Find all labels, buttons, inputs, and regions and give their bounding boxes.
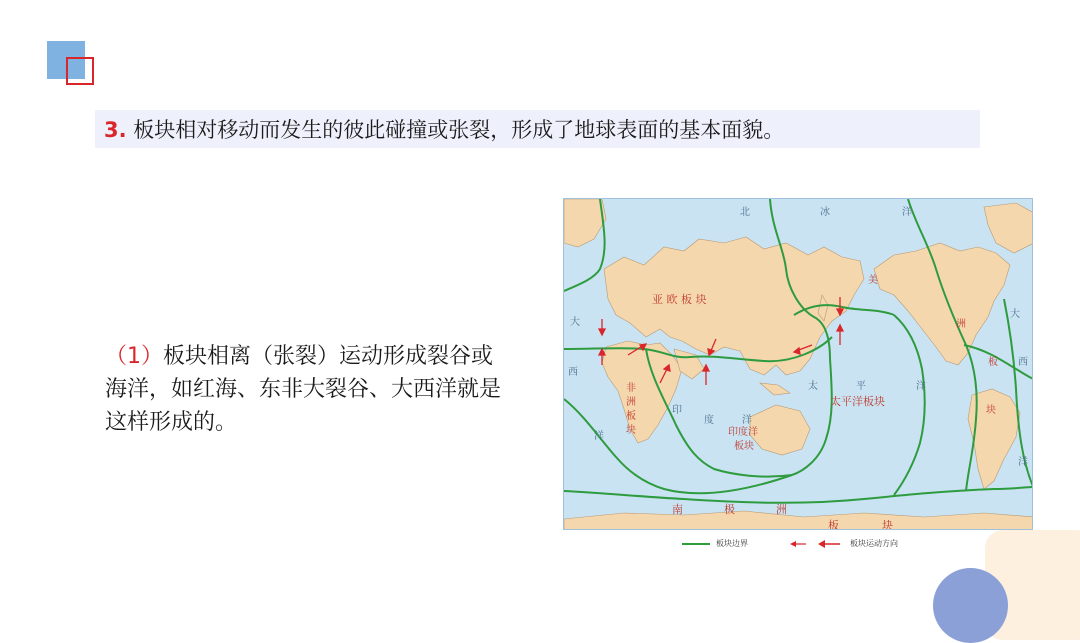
arrow-atlantic-2-head: [599, 349, 605, 355]
slide-heading: [104, 115, 784, 145]
legend-boundary-label: 板块边界: [716, 539, 748, 548]
plate-label-antarctic-5: 块: [882, 519, 893, 531]
ocean-label-atlantic-east-2: 西: [1018, 357, 1028, 368]
ocean-label-pacific-1: 太: [808, 381, 818, 392]
boundary-antarctic: [564, 487, 1033, 503]
ocean-label-atlantic-1: 大: [570, 317, 580, 328]
heading-text: 板块相对移动而发生的彼此碰撞或张裂，形成了地球表面的基本面貌。: [126, 118, 785, 142]
plate-label-african-4: 块: [626, 425, 636, 436]
ocean-label-arctic-3: 洋: [902, 207, 912, 218]
plate-label-antarctic-1: 南: [672, 503, 683, 516]
plate-label-indian-ocean-1: 印度洋: [728, 427, 758, 438]
plate-label-eurasian: 亚 欧 板 块: [652, 293, 707, 306]
plate-label-african-1: 非: [626, 383, 636, 394]
legend-motion-label: 板块运动方向: [850, 539, 898, 548]
plate-label-african-2: 洲: [626, 397, 636, 408]
plate-label-american-2: 洲: [956, 319, 966, 330]
continents: [564, 199, 1033, 530]
land-greenland-right: [984, 203, 1033, 253]
ocean-label-atlantic-3: 洋: [594, 431, 604, 442]
boundary-east-pacific: [894, 315, 925, 495]
arrow-pacific-south-head: [837, 325, 843, 331]
ocean-label-atlantic-2: 西: [568, 367, 578, 378]
body-number: （1）: [105, 344, 163, 369]
plate-label-american-4: 块: [986, 405, 996, 416]
plate-label-african-3: 板: [626, 411, 636, 422]
plate-label-american-1: 美: [868, 275, 878, 286]
land-indonesia: [760, 383, 790, 395]
body-text: 板块相离（张裂）运动形成裂谷或海洋，如红海、东非大裂谷、大西洋就是这样形成的。: [105, 344, 502, 435]
plate-map: [563, 198, 1033, 530]
plate-label-indian-ocean-2: 板块: [734, 441, 754, 452]
land-australia: [750, 405, 810, 455]
body-paragraph: [105, 340, 505, 439]
plate-label-pacific: 太平洋板块: [830, 395, 885, 408]
arrow-india-head: [703, 365, 709, 371]
ocean-label-indian-3: 洋: [742, 415, 752, 426]
ocean-label-arctic-2: 冰: [820, 207, 830, 218]
legend-arrow-swatch-1-head: [790, 541, 796, 547]
ocean-label-indian-2: 度: [704, 415, 714, 426]
plate-map-svg: [564, 199, 1033, 530]
plate-label-antarctic-2: 极: [724, 503, 735, 516]
plate-label-american-3: 板: [988, 357, 998, 368]
land-africa: [602, 341, 682, 443]
land-antarctica: [564, 511, 1033, 530]
legend-arrow-swatch-2-head: [818, 540, 825, 548]
plate-label-antarctic-4: 板: [828, 519, 839, 531]
ocean-label-indian-1: 印: [672, 405, 682, 416]
ocean-label-pacific-2: 平: [856, 381, 866, 392]
logo-red-square: [66, 57, 94, 85]
decor-blue-circle: [933, 568, 1008, 643]
ocean-label-atlantic-east-3: 洋: [1018, 457, 1028, 468]
land-greenland-left: [564, 199, 606, 247]
ocean-label-arctic-1: 北: [740, 207, 750, 218]
heading-number: 3.: [104, 118, 127, 142]
land-north-america: [874, 243, 1010, 365]
ocean-label-pacific-east: 洋: [916, 381, 926, 392]
ocean-label-atlantic-east-1: 大: [1010, 309, 1020, 320]
plate-label-antarctic-3: 洲: [776, 503, 787, 516]
arrow-atlantic-1-head: [599, 329, 605, 335]
